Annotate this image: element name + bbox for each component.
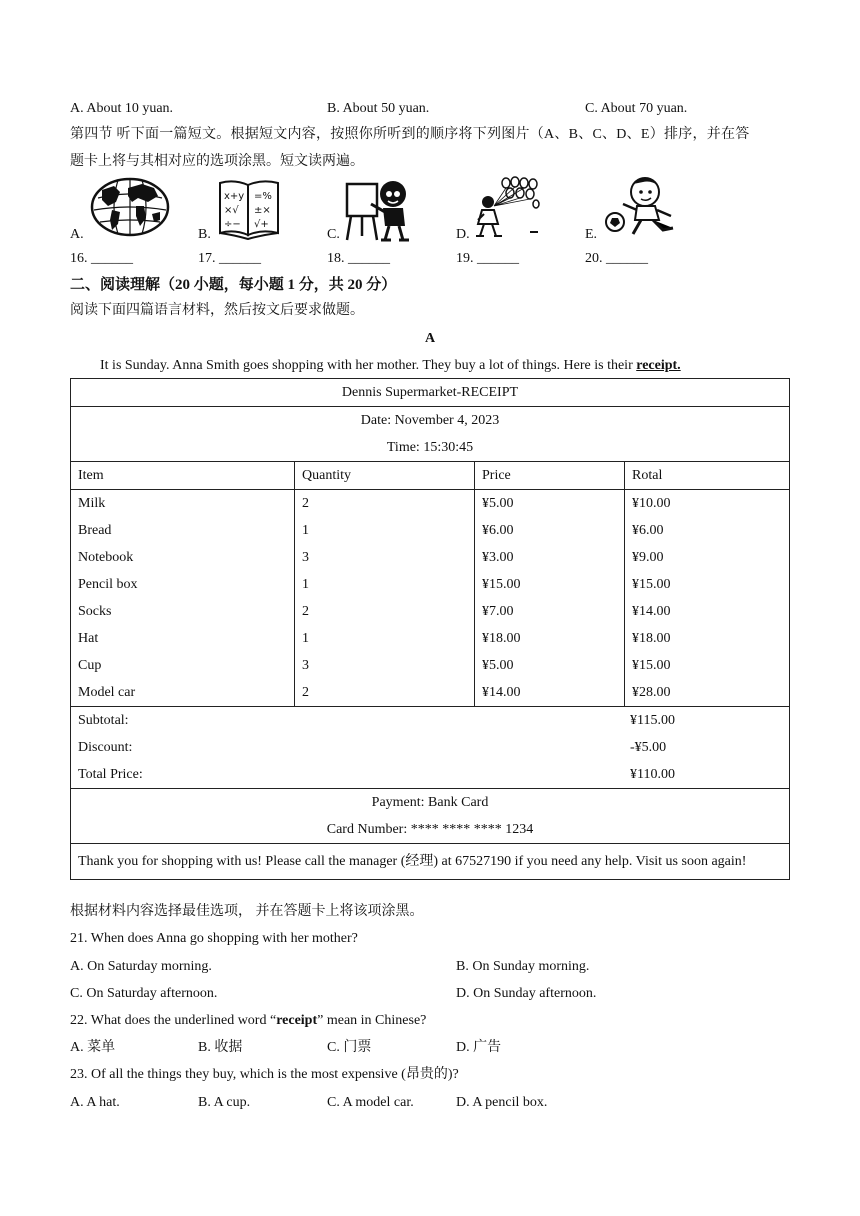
q23-option-b: B. A cup. <box>198 1095 251 1110</box>
item-price: ¥15.00 <box>482 577 521 592</box>
item-quantity: 3 <box>302 658 309 673</box>
q23-stem: 23. Of all the things they buy, which is the most expensive (昂贵的)? <box>70 1067 459 1082</box>
discount-label: Discount: <box>78 740 133 755</box>
item-name: Milk <box>78 496 106 511</box>
q22-stem-after: ” mean in Chinese? <box>317 1013 427 1028</box>
item-name: Notebook <box>78 550 134 565</box>
soccer-boy-icon <box>603 174 679 240</box>
total-column <box>624 490 789 706</box>
q22-option-b: B. 收据 <box>198 1040 243 1055</box>
item-total: ¥18.00 <box>632 631 671 646</box>
receipt-date: Date: November 4, 2023 <box>360 413 500 428</box>
item-quantity: 1 <box>302 523 309 538</box>
q22-stem <box>70 1012 426 1030</box>
subtotal-value: ¥115.00 <box>630 713 675 728</box>
answer-blank-17: 17. ______ <box>198 251 261 266</box>
item-total: ¥15.00 <box>632 658 671 673</box>
svg-text:÷−: ÷− <box>224 219 241 230</box>
q22-option-a: A. 菜单 <box>70 1040 116 1055</box>
total-price-label: Total Price: <box>78 767 143 782</box>
summary-values <box>623 707 789 788</box>
q21-stem: 21. When does Anna go shopping with her mother? <box>70 931 358 946</box>
answer-blank-20: 20. ______ <box>585 251 648 266</box>
passage-label: A <box>424 331 436 346</box>
item-price: ¥7.00 <box>482 604 514 619</box>
svg-text:±×: ±× <box>254 205 271 216</box>
q23-option-c: C. A model car. <box>327 1095 414 1110</box>
svg-text:x+y: x+y <box>224 191 245 202</box>
q15-option-a: A. About 10 yuan. <box>70 101 174 116</box>
q22-stem-before: 22. What does the underlined word “ <box>70 1013 277 1028</box>
item-total: ¥15.00 <box>632 577 671 592</box>
svg-text:√+: √+ <box>254 219 269 230</box>
item-name: Pencil box <box>78 577 138 592</box>
header-item: Item <box>78 468 104 483</box>
q21-option-d: D. On Sunday afternoon. <box>456 986 597 1001</box>
item-quantity: 3 <box>302 550 309 565</box>
q21-option-b: B. On Sunday morning. <box>456 959 590 974</box>
item-price: ¥3.00 <box>482 550 514 565</box>
item-name: Bread <box>78 523 112 538</box>
receipt-table <box>70 378 790 880</box>
part2-heading: 二、阅读理解（20 小题，每小题 1 分，共 20 分） <box>70 277 397 293</box>
q15-option-c: C. About 70 yuan. <box>585 101 688 116</box>
world-map-icon <box>88 176 172 238</box>
item-quantity: 1 <box>302 631 309 646</box>
svg-text:=%: =% <box>254 191 272 202</box>
q22-option-d: D. 广告 <box>456 1040 502 1055</box>
item-name: Cup <box>78 658 102 673</box>
receipt-items-block <box>71 490 789 707</box>
item-quantity: 2 <box>302 685 309 700</box>
q15-option-b: B. About 50 yuan. <box>327 101 430 116</box>
passage-intro-text: It is Sunday. Anna Smith goes shopping with her mother. They buy a lot of things. Here is their <box>100 358 637 373</box>
q23-option-a: A. A hat. <box>70 1095 120 1110</box>
section4-instruction-line2: 题卡上将与其相对应的选项涂黑。短文读两遍。 <box>70 154 364 169</box>
painting-boy-icon <box>345 174 411 242</box>
receipt-thanks: Thank you for shopping with us! Please call the manager (经理) at 67527190 if you need any help. Visit us soon again! <box>78 854 747 869</box>
questions-instruction: 根据材料内容选择最佳选项， 并在答题卡上将该项涂黑。 <box>70 904 424 919</box>
item-quantity: 1 <box>302 577 309 592</box>
receipt-underlined-word: receipt. <box>636 358 681 373</box>
item-price: ¥14.00 <box>482 685 521 700</box>
items-column <box>71 490 294 706</box>
item-total: ¥10.00 <box>632 496 671 511</box>
item-price: ¥5.00 <box>482 496 514 511</box>
item-total: ¥28.00 <box>632 685 671 700</box>
summary-labels <box>71 707 623 788</box>
math-book-icon <box>216 175 282 241</box>
item-name: Socks <box>78 604 112 619</box>
item-total: ¥6.00 <box>632 523 664 538</box>
balloons-girl-icon <box>474 176 544 240</box>
picture-label-a: A. <box>70 227 84 242</box>
receipt-header-row <box>71 462 789 490</box>
q22-stem-keyword: receipt <box>276 1013 318 1028</box>
section4-instruction-line1: 第四节 听下面一篇短文。根据短文内容，按照你所听到的顺序将下列图片（A、B、C、D、E）排序，并在答 <box>70 127 750 142</box>
passage-intro <box>100 357 681 375</box>
card-number: Card Number: **** **** **** 1234 <box>326 822 534 837</box>
item-price: ¥18.00 <box>482 631 521 646</box>
receipt-store-name: Dennis Supermarket-RECEIPT <box>71 379 789 407</box>
price-column <box>474 490 624 706</box>
item-quantity: 2 <box>302 604 309 619</box>
quantity-column <box>294 490 474 706</box>
answer-blank-18: 18. ______ <box>327 251 390 266</box>
discount-value: -¥5.00 <box>630 740 667 755</box>
header-quantity: Quantity <box>294 462 474 489</box>
picture-label-d: D. <box>456 227 470 242</box>
receipt-summary <box>71 707 789 789</box>
total-price-value: ¥110.00 <box>630 767 675 782</box>
answer-blank-16: 16. ______ <box>70 251 133 266</box>
item-price: ¥5.00 <box>482 658 514 673</box>
q21-option-a: A. On Saturday morning. <box>70 959 212 974</box>
item-name: Model car <box>78 685 136 700</box>
item-name: Hat <box>78 631 99 646</box>
header-total: Rotal <box>624 462 789 489</box>
receipt-payment <box>71 789 789 844</box>
subtotal-label: Subtotal: <box>78 713 129 728</box>
item-quantity: 2 <box>302 496 309 511</box>
receipt-datetime <box>71 407 789 462</box>
item-total: ¥9.00 <box>632 550 664 565</box>
receipt-time: Time: 15:30:45 <box>386 440 474 455</box>
picture-label-c: C. <box>327 227 340 242</box>
q23-option-d: D. A pencil box. <box>456 1095 548 1110</box>
q21-option-c: C. On Saturday afternoon. <box>70 986 218 1001</box>
q22-option-c: C. 门票 <box>327 1040 372 1055</box>
part2-instruction: 阅读下面四篇语言材料，然后按文后要求做题。 <box>70 303 364 318</box>
answer-blank-19: 19. ______ <box>456 251 519 266</box>
payment-method: Payment: Bank Card <box>371 795 489 810</box>
svg-text:×√: ×√ <box>224 205 239 216</box>
picture-label-b: B. <box>198 227 211 242</box>
picture-label-e: E. <box>585 227 598 242</box>
item-price: ¥6.00 <box>482 523 514 538</box>
header-price: Price <box>474 462 624 489</box>
item-total: ¥14.00 <box>632 604 671 619</box>
